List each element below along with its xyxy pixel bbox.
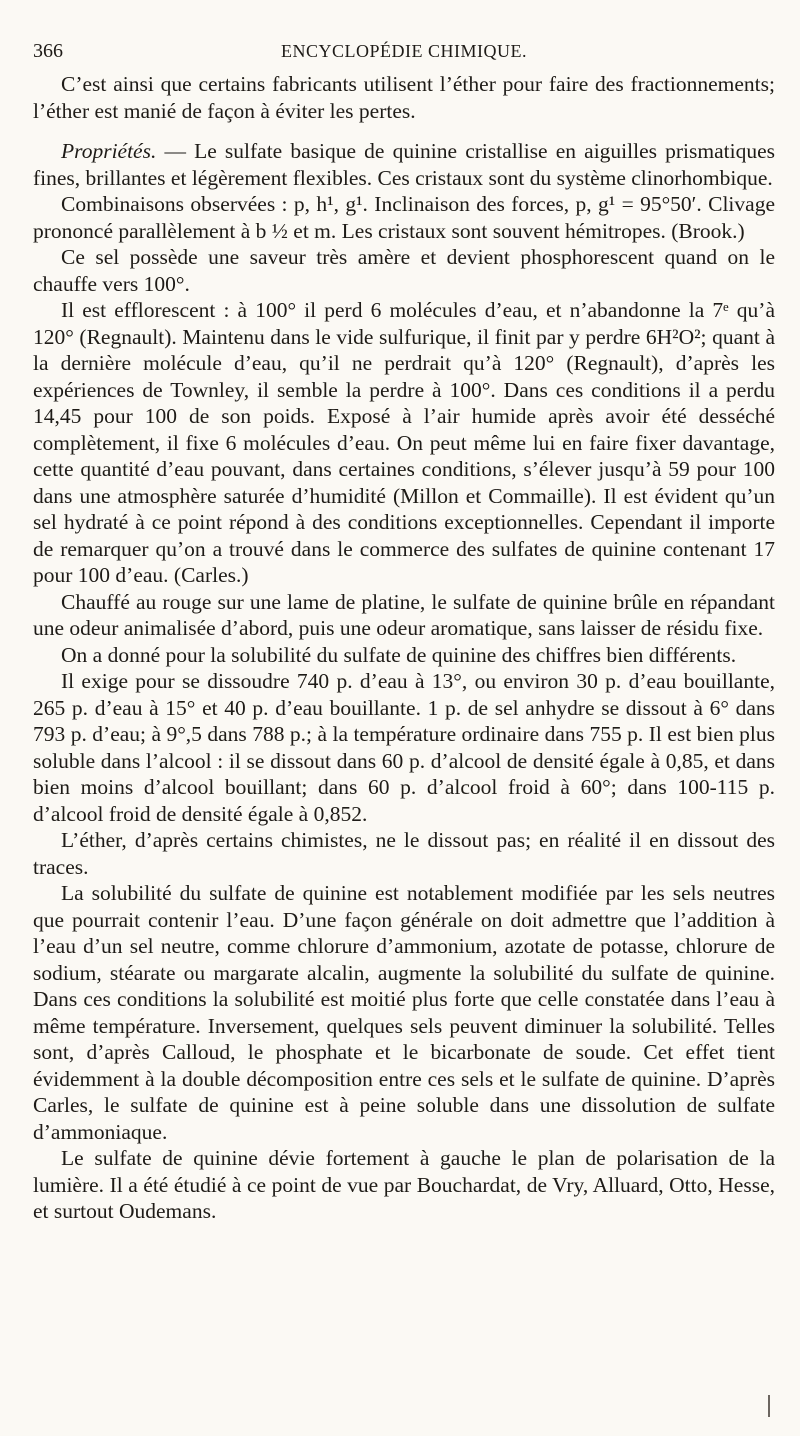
paragraph-solubilite-intro: On a donné pour la solubilité du sulfate de quinine des chiffres bien différents. xyxy=(61,642,737,667)
paragraph-combinaisons: Combinaisons observées : p, h¹, g¹. Inclinaison des forces, p, g¹ = 95°50′. Clivage prononcé parallèlement à b ½ et m. Les cristaux sont souvent hémitropes. (Brook.) xyxy=(33,192,775,243)
paragraph-ether-traces: L’éther, d’après certains chimistes, ne le dissout pas; en réalité il en dissout des traces. xyxy=(33,828,775,879)
section-lead: Propriétés. xyxy=(61,139,157,163)
paragraph-efflorescent: Il est efflorescent : à 100° il perd 6 molécules d’eau, et n’abandonne la 7ᵉ qu’à 120° (Regnault). Maintenu dans le vide sulfurique, il finit par y perdre 6H²O²; quant à la dernière molécule d’eau, qu’il ne perdrait qu’à 120° (Regnault), d’après les expériences de Townley, il semble la perdre à 100°. Dans ces conditions il a perdu 14,45 pour 100 de son poids. Exposé à l’air humide après avoir été desséché complètement, il fixe 6 molécules d’eau. On peut même lui en faire fixer davantage, cette quantité d’eau pouvant, dans certaines conditions, s’élever jusqu’à 59 pour 100 dans une atmosphère saturée d’humidité (Millon et Commaille). Il est évident qu’un sel hydraté à ce point répond à des conditions exceptionnelles. Cependant il importe de remarquer qu’on a trouvé dans le commerce des sulfates de quinine contenant 17 pour 100 d’eau. (Carles.) xyxy=(33,298,775,587)
body-text xyxy=(33,71,775,1225)
paragraph-proprietes xyxy=(33,138,775,191)
page-header xyxy=(33,40,775,66)
paragraph-dissolution: Il exige pour se dissoudre 740 p. d’eau à 13°, ou environ 30 p. d’eau bouillante, 265 p. d’eau à 15° et 40 p. d’eau bouillante. 1 p. de sel anhydre se dissout à 6° dans 793 p. d’eau; à 9°,5 dans 788 p.; à la température ordinaire dans 755 p. Il est bien plus soluble dans l’alcool : il se dissout dans 60 p. d’alcool de densité égale à 0,85, et dans bien moins d’alcool bouillant; dans 60 p. d’alcool froid à 60°; dans 100-115 p. d’alcool froid de densité égale à 0,852. xyxy=(33,669,775,826)
running-title: ENCYCLOPÉDIE CHIMIQUE. xyxy=(281,41,527,61)
page-number: 366 xyxy=(33,40,63,62)
section-lead-text: — Le sulfate basique de quinine cristallise en aiguilles prismatiques fines, brillantes et légèrement flexibles. Ces cristaux sont du système clinorhombique. xyxy=(33,139,775,190)
paragraph-ether: C’est ainsi que certains fabricants utilisent l’éther pour faire des fractionnements; l’éther est manié de façon à éviter les pertes. xyxy=(33,72,775,123)
paragraph-chauffe: Chauffé au rouge sur une lame de platine, le sulfate de quinine brûle en répandant une odeur animalisée d’abord, puis une odeur aromatique, sans laisser de résidu fixe. xyxy=(33,589,775,640)
paragraph-sels-neutres: La solubilité du sulfate de quinine est notablement modifiée par les sels neutres que pourrait contenir l’eau. D’une façon générale on doit admettre que l’addition à l’eau d’un sel neutre, comme chlorure d’ammonium, azotate de potasse, chlorure de sodium, stéarate ou margarate alcalin, augmente la solubilité du sulfate de quinine. Dans ces conditions la solubilité est moitié plus forte que celle constatée dans l’eau à même température. Inversement, quelques sels peuvent diminuer la solubilité. Telles sont, d’après Calloud, le phosphate et le bicarbonate de soude. Cet effet tient évidemment à la double décomposition entre ces sels et le sulfate de quinine. D’après Carles, le sulfate de quinine est à peine soluble dans une dissolution de sulfate d’ammoniaque. xyxy=(33,881,775,1144)
paragraph-polarisation: Le sulfate de quinine dévie fortement à gauche le plan de polarisation de la lumière. Il a été étudié à ce point de vue par Bouchardat, de Vry, Alluard, Otto, Hesse, et surtout Oudemans. xyxy=(33,1146,775,1223)
paragraph-saveur: Ce sel possède une saveur très amère et devient phosphorescent quand on le chauffe vers 100°. xyxy=(33,245,775,296)
margin-mark xyxy=(768,1395,770,1417)
